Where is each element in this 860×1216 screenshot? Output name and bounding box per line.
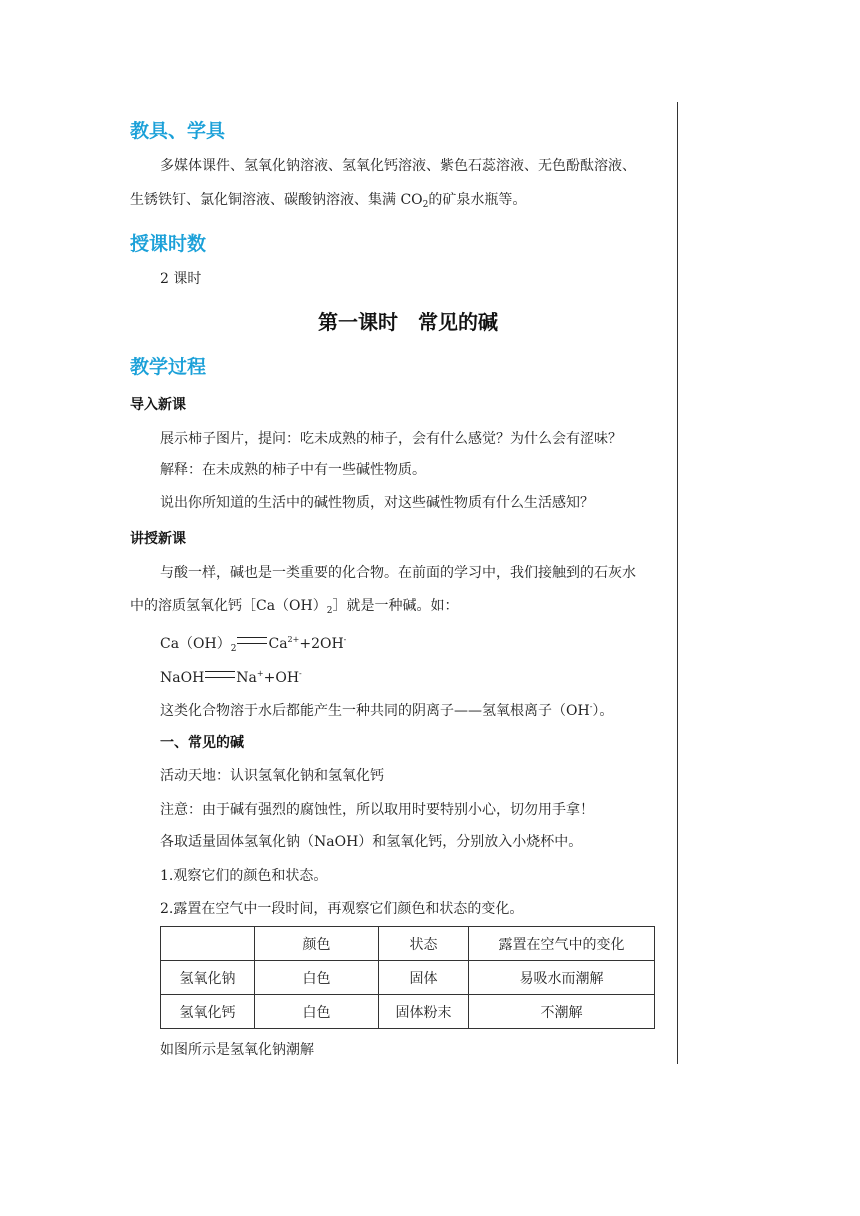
intro-heading: 导入新课 (130, 397, 186, 413)
table-cell: 白色 (255, 961, 379, 995)
table-header-cell: 露置在空气中的变化 (469, 927, 655, 961)
step-0-text: 各取适量固体氢氧化钠（NaOH）和氢氧化钙，分别放入小烧杯中。 (160, 834, 583, 850)
lecture-paragraph-2: 这类化合物溶于水后都能产生一种共同的阴离子——氢氧根离子（OH-）。 (160, 702, 614, 719)
equals-sign (205, 671, 235, 678)
table-row (161, 961, 655, 995)
materials-heading: 教具、学具 (130, 120, 226, 142)
table-header-row (161, 927, 655, 961)
step-1-text: 1.观察它们的颜色和状态。 (160, 868, 328, 884)
table-cell: 氢氧化钙 (161, 995, 255, 1029)
table-row (161, 995, 655, 1029)
step-2-text: 2.露置在空气中一段时间，再观察它们颜色和状态的变化。 (160, 901, 524, 917)
notice-text: 注意：由于碱有强烈的腐蚀性，所以取用时要特别小心，切勿用手拿！ (160, 802, 594, 818)
intro-paragraph-1: 展示柿子图片，提问：吃未成熟的柿子，会有什么感觉？为什么会有涩味？ (160, 431, 622, 447)
lecture-paragraph-1-line-1: 与酸一样，碱也是一类重要的化合物。在前面的学习中，我们接触到的石灰水 (160, 565, 636, 581)
equation-sodium-hydroxide: NaOH Na++OH- (160, 669, 302, 686)
hours-text: 2 课时 (160, 271, 202, 287)
equals-sign (237, 637, 267, 644)
lecture-paragraph-1-line-2: 中的溶质氢氧化钙$[Ca(OH)_2]$就是一种碱。如： (130, 598, 459, 616)
table-cell: 不潮解 (469, 995, 655, 1029)
equation-calcium-hydroxide: $Ca(OH)_2$ $Ca^{2+}+2OH^-$ (160, 635, 347, 654)
table-header-cell (161, 927, 255, 961)
lesson-title: 第一课时 常见的碱 (318, 310, 498, 334)
table-cell: 固体粉末 (379, 995, 469, 1029)
table-cell: 氢氧化钠 (161, 961, 255, 995)
table-cell: 固体 (379, 961, 469, 995)
activity-text: 活动天地：认识氢氧化钠和氢氧化钙 (160, 768, 384, 784)
hours-heading: 授课时数 (130, 233, 207, 255)
materials-line-2: 生锈铁钉、氯化铜溶液、碳酸钠溶液、集满 $CO_2$的矿泉水瓶等。 (130, 192, 527, 210)
common-bases-heading: 一、常见的碱 (160, 735, 244, 751)
table-cell: 白色 (255, 995, 379, 1029)
lecture-heading: 讲授新课 (130, 531, 186, 547)
after-table-text: 如图所示是氢氧化钠潮解 (160, 1042, 314, 1058)
table-cell: 易吸水而潮解 (469, 961, 655, 995)
observation-table (160, 926, 655, 1029)
process-heading: 教学过程 (130, 356, 207, 378)
intro-paragraph-2: 解释：在未成熟的柿子中有一些碱性物质。 (160, 462, 426, 478)
margin-rule (677, 102, 678, 1064)
table-header-cell: 颜色 (255, 927, 379, 961)
intro-paragraph-3: 说出你所知道的生活中的碱性物质，对这些碱性物质有什么生活感知？ (160, 495, 594, 511)
materials-line-1: 多媒体课件、氢氧化钠溶液、氢氧化钙溶液、紫色石蕊溶液、无色酚酞溶液、 (160, 158, 636, 174)
table-header-cell: 状态 (379, 927, 469, 961)
